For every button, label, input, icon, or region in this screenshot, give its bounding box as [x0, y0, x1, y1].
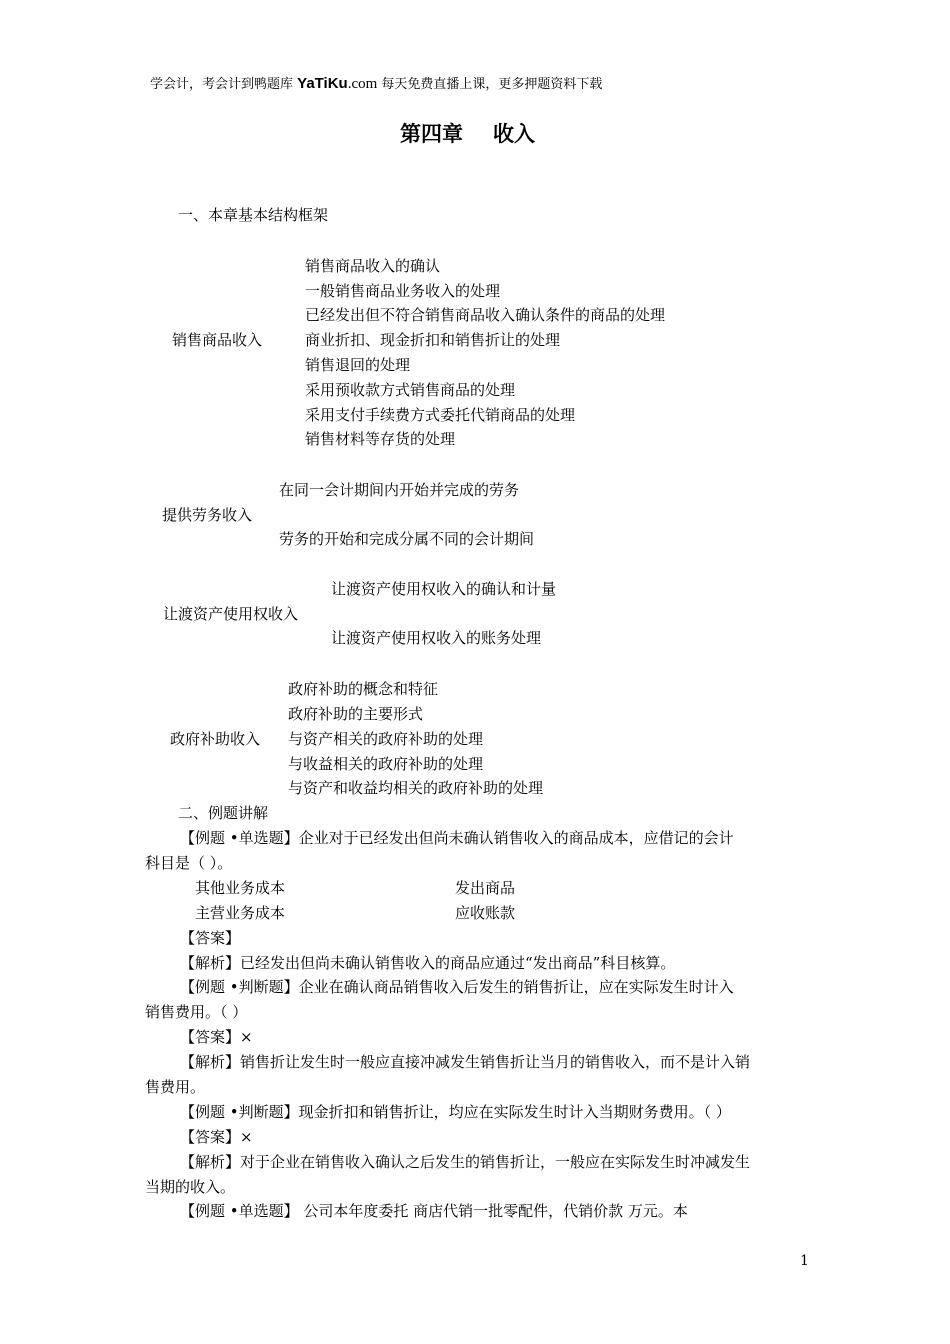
gov-item: 与资产和收益均相关的政府补助的处理	[288, 779, 544, 797]
q1-answer: 【答案】	[180, 929, 241, 947]
chapter-number: 第四章	[400, 122, 463, 146]
q2-analysis-line1: 【解析】销售折让发生时一般应直接冲减发生销售折让当月的销售收入，而不是计入销	[180, 1053, 751, 1071]
gov-item: 政府补助的概念和特征	[288, 680, 439, 698]
q3-analysis-line1: 【解析】对于企业在销售收入确认之后发生的销售折让，一般应在实际发生时冲减发生	[180, 1153, 751, 1171]
q1-stem-line2: 科目是（ ）。	[145, 854, 233, 872]
service-item: 在同一会计期间内开始并完成的劳务	[279, 481, 520, 499]
goods-item: 采用支付手续费方式委托代销商品的处理	[305, 406, 576, 424]
q1-option: 发出商品	[455, 879, 516, 897]
goods-label: 销售商品收入	[172, 331, 263, 349]
goods-item: 采用预收款方式销售商品的处理	[305, 381, 516, 399]
q1-option: 应收账款	[455, 904, 516, 922]
assets-label: 让渡资产使用权收入	[163, 605, 299, 623]
q3-stem: 【例题 •判断题】现金折扣和销售折让，均应在实际发生时计入当期财务费用。（ ）	[180, 1103, 731, 1121]
q1-analysis: 【解析】已经发出但尚未确认销售收入的商品应通过“发出商品”科目核算。	[180, 954, 676, 972]
gov-label: 政府补助收入	[170, 730, 261, 748]
q2-analysis-line2: 售费用。	[145, 1078, 206, 1096]
gov-item: 与收益相关的政府补助的处理	[288, 755, 484, 773]
page-header	[150, 74, 602, 95]
service-item: 劳务的开始和完成分属不同的会计期间	[279, 530, 535, 548]
gov-item: 与资产相关的政府补助的处理	[288, 730, 484, 748]
section1-heading: 一、本章基本结构框架	[178, 206, 329, 224]
q1-stem-line1: 【例题 •单选题】企业对于已经发出但尚未确认销售收入的商品成本，应借记的会计	[180, 829, 734, 847]
goods-item: 商业折扣、现金折扣和销售折让的处理	[305, 331, 561, 349]
q3-analysis-line2: 当期的收入。	[145, 1178, 236, 1196]
assets-item: 让渡资产使用权收入的确认和计量	[331, 580, 557, 598]
header-brand: YaTiKu	[297, 75, 348, 92]
goods-item: 已经发出但不符合销售商品收入确认条件的商品的处理	[305, 306, 666, 324]
goods-item: 一般销售商品业务收入的处理	[305, 282, 501, 300]
q2-stem-line2: 销售费用。（ ）	[145, 1003, 248, 1021]
page-number: 1	[800, 1253, 809, 1269]
q3-answer: 【答案】×	[180, 1128, 253, 1146]
q2-stem-line1: 【例题 •判断题】企业在确认商品销售收入后发生的销售折让，应在实际发生时计入	[180, 978, 734, 996]
goods-item: 销售材料等存货的处理	[305, 430, 456, 448]
gov-item: 政府补助的主要形式	[288, 705, 424, 723]
header-suffix: 每天免费直播上课，更多押题资料下载	[377, 77, 603, 92]
q4-stem-line1: 【例题 •单选题】 公司本年度委托 商店代销一批零配件，代销价款 万元。本	[180, 1202, 688, 1220]
service-label: 提供劳务收入	[162, 506, 253, 524]
header-prefix: 学会计，考会计到鸭题库	[150, 77, 298, 92]
q2-answer: 【答案】×	[180, 1028, 253, 1046]
chapter-name: 收入	[493, 122, 535, 146]
header-domain: .com	[347, 76, 378, 92]
section2-heading: 二、例题讲解	[178, 804, 269, 822]
page-title	[400, 121, 535, 147]
q1-option: 主营业务成本	[195, 904, 286, 922]
goods-item: 销售商品收入的确认	[305, 257, 441, 275]
assets-item: 让渡资产使用权收入的账务处理	[331, 629, 542, 647]
q1-option: 其他业务成本	[195, 879, 286, 897]
goods-item: 销售退回的处理	[305, 356, 411, 374]
